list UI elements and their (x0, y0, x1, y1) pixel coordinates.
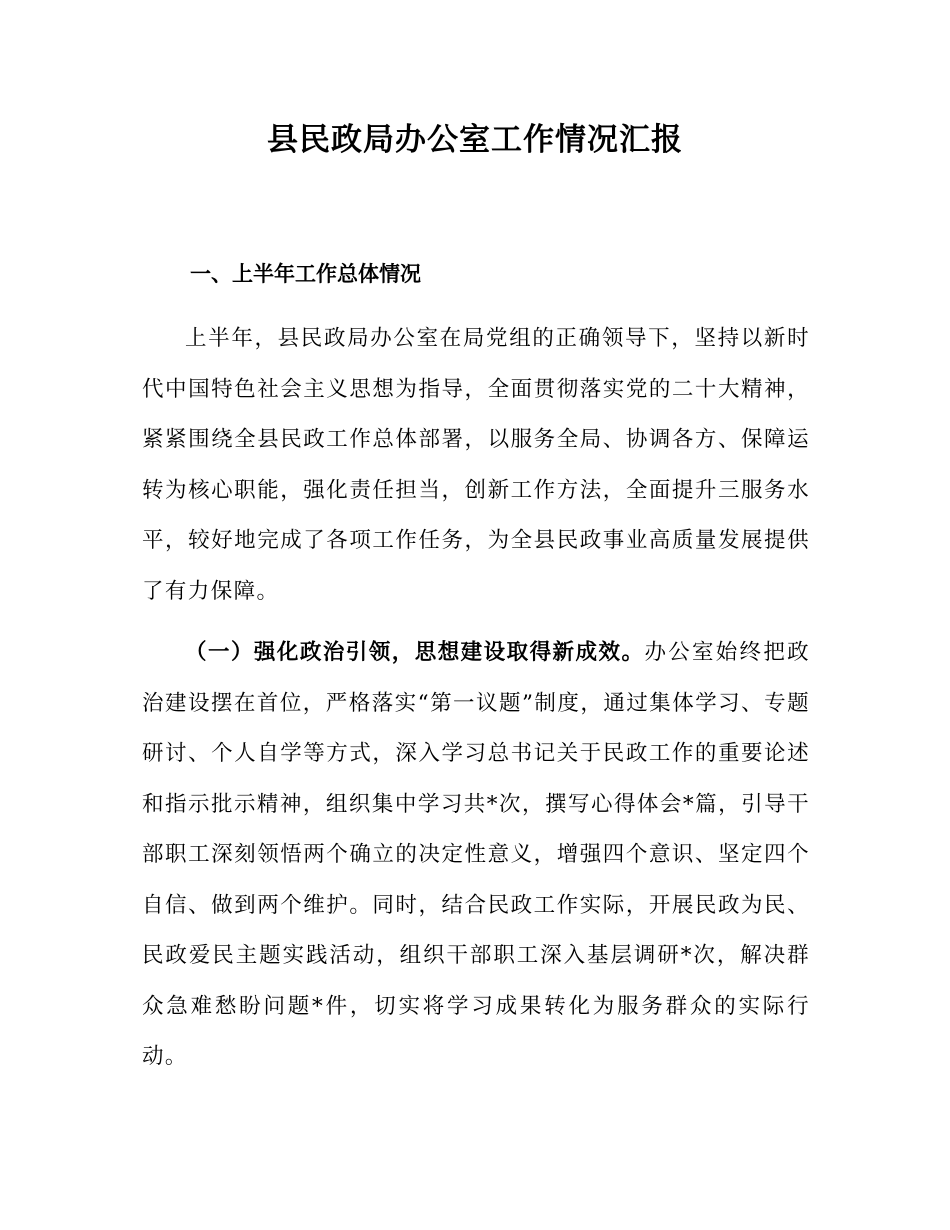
subsection-paragraph (142, 628, 810, 1083)
document-title: 县民政局办公室工作情况汇报 (267, 122, 683, 158)
section-heading: 一、上半年工作总体情况 (190, 262, 421, 286)
subsection-heading: （一）强化政治引领，思想建设取得新成效。 (185, 640, 645, 665)
body-paragraph: 上半年，县民政局办公室在局党组的正确领导下，坚持以新时代中国特色社会主义思想为指导，全面贯彻落实党的二十大精神，紧紧围绕全县民政工作总体部署，以服务全局、协调各方、保障运转为核心职能，强化责任担当，创新工作方法，全面提升三服务水平，较好地完成了各项工作任务，为全县民政事业高质量发展提供了有力保障。 (142, 326, 810, 604)
subsection-body: 办公室始终把政治建设摆在首位，严格落实“第一议题”制度，通过集体学习、专题研讨、个人自学等方式，深入学习总书记关于民政工作的重要论述和指示批示精神，组织集中学习共*次，撰写心得体会*篇，引导干部职工深刻领悟两个确立的决定性意义，增强四个意识、坚定四个自信、做到两个维护。同时，结合民政工作实际，开展民政为民、民政爱民主题实践活动，组织干部职工深入基层调研*次，解决群众急难愁盼问题*件，切实将学习成果转化为服务群众的实际行动。 (142, 640, 810, 1069)
